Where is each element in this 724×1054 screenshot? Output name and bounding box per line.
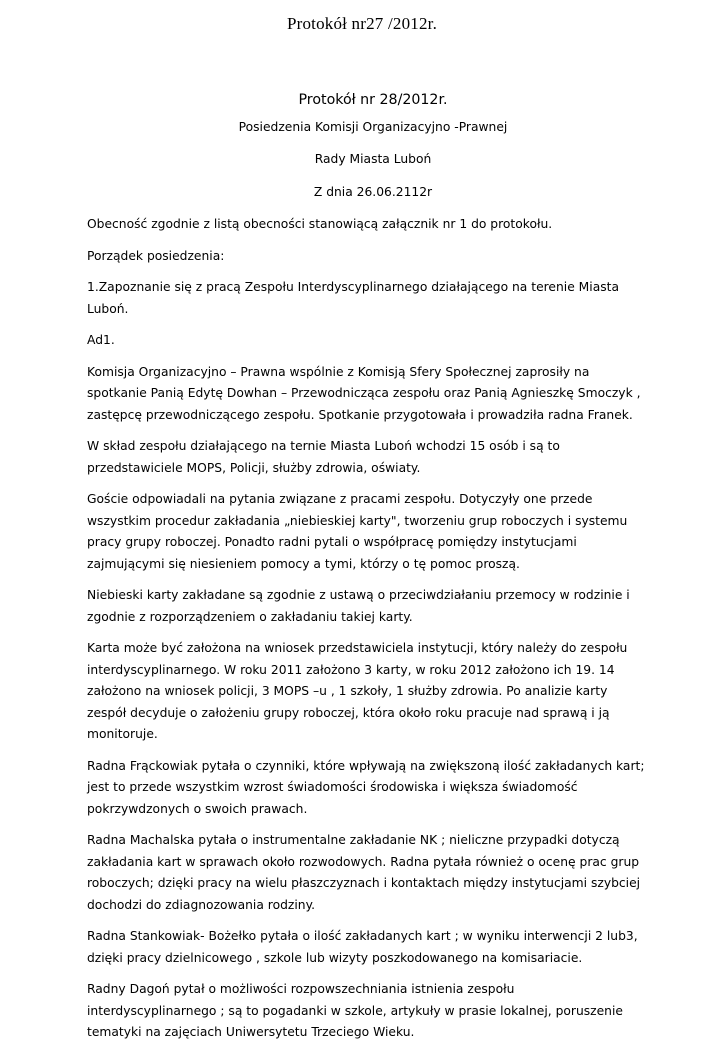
page-header-title: Protokół nr27 /2012r. [286,14,438,33]
document-title: Protokół nr 28/2012r. [298,92,448,108]
body-paragraph: Radna Stankowiak- Bożełko pytała o ilość zakładanych kart ; w wyniku interwencji 2 lub3, dzięki pracy dzielnicowego , szkole lub wizyty poszkodowanego na komisariacie. [87,929,638,965]
body-paragraph: Goście odpowiadali na pytania związane z pracami zespołu. Dotyczyły one przede wszystkim procedur zakładania „niebieskiej karty", tworzeniu grup roboczych i systemu pracy grupy roboczej. Ponadto radni pytali o współpracę pomiędzy instytucjami zajmującymi się niesieniem pomocy a tymi, którzy o tę pomoc proszą. [87,492,628,571]
agenda-item: 1.Zapoznanie się z pracą Zespołu Interdyscyplinarnego działającego na terenie Miasta Luboń. [87,280,619,316]
body-paragraph: Niebieski karty zakładane są zgodnie z ustawą o przeciwdziałaniu przemocy w rodzinie i zgodnie z rozporządzeniem o zakładaniu takiej karty. [87,588,630,624]
committee-name: Posiedzenia Komisji Organizacyjno -Prawnej [238,119,508,134]
body-paragraph: Radny Dagoń pytał o możliwości rozpowszechniania istnienia zespołu interdyscyplinarnego ; są to pogadanki w szkole, artykuły w prasie lokalnej, poruszenie tematyki na zajęciach Uniwersytetu Trzeciego Wieku. [87,982,623,1039]
body-paragraph: Karta może być założona na wniosek przedstawiciela instytucji, który należy do zespołu interdyscyplinarnego. W roku 2011 założono 3 karty, w roku 2012 założono ich 19. 14 założono na wniosek policji, 3 MOPS –u , 1 szkoły, 1 służby zdrowia. Po analizie karty zespół decyduje o założeniu grupy roboczej, która około roku pracuje nad sprawą i ją monitoruje. [87,641,628,741]
body-paragraph: Radna Machalska pytała o instrumentalne zakładanie NK ; nieliczne przypadki dotyczą zakładania kart w sprawach około rozwodowych. Radna pytała również o ocenę prac grup roboczych; dzięki pracy na wielu płaszczyznach i kontaktach między instytucjami szybciej dochodzi do zdiagnozowania rodziny. [87,833,641,912]
council-name: Rady Miasta Luboń [314,152,432,166]
attendance-paragraph: Obecność zgodnie z listą obecności stanowiącą załącznik nr 1 do protokołu. [87,217,553,231]
body-paragraph: W skład zespołu działającego na ternie Miasta Luboń wchodzi 15 osób i są to przedstawiciele MOPS, Policji, służby zdrowia, oświaty. [87,439,560,475]
body-paragraph: Komisja Organizacyjno – Prawna wspólnie z Komisją Sfery Społecznej zaprosiły na spotkanie Panią Edytę Dowhan – Przewodnicząca zespołu oraz Panią Agnieszkę Smoczyk , zastępcę przewodniczącego zespołu. Spotkanie przygotowała i prowadziła radna Franek. [87,364,641,422]
document-body [87,90,647,1054]
body-paragraph: Radna Frąckowiak pytała o czynniki, które wpływają na zwiększoną ilość zakładanych kart; jest to przede wszystkim wzrost świadomości środowiska i większa świadomość pokrzywdzonych o swoich prawach. [87,758,645,816]
agenda-heading: Porządek posiedzenia: [87,248,225,263]
ad1-heading: Ad1. [87,333,115,347]
meeting-date: Z dnia 26.06.2112r [313,184,433,199]
